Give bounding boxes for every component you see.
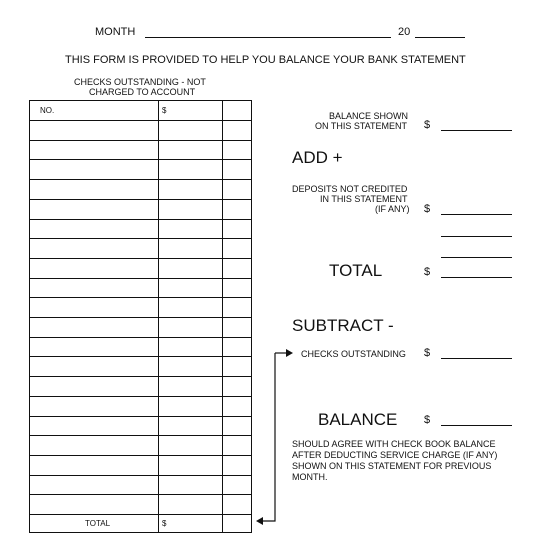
column-header-no: NO. bbox=[40, 106, 55, 115]
balance-shown-line2: ON THIS STATEMENT bbox=[315, 121, 408, 131]
note-line1: SHOULD AGREE WITH CHECK BOOK BALANCE bbox=[292, 439, 496, 449]
table-row[interactable] bbox=[30, 475, 251, 476]
total-field[interactable] bbox=[441, 277, 512, 278]
table-row[interactable] bbox=[30, 435, 251, 436]
balance-field[interactable] bbox=[441, 425, 512, 426]
checks-outstanding-table bbox=[29, 100, 252, 533]
total-currency: $ bbox=[424, 266, 431, 278]
month-field[interactable] bbox=[145, 37, 391, 38]
deposits-line2: IN THIS STATEMENT bbox=[320, 194, 408, 204]
balance-label: BALANCE bbox=[318, 410, 398, 429]
deposits-field-1[interactable] bbox=[441, 214, 512, 215]
month-label: MONTH bbox=[95, 26, 136, 38]
checks-outstanding-field[interactable] bbox=[441, 358, 512, 359]
note-line4: MONTH. bbox=[292, 472, 328, 482]
balance-shown-currency: $ bbox=[424, 119, 431, 131]
table-row[interactable] bbox=[30, 258, 251, 259]
subtract-label: SUBTRACT - bbox=[292, 316, 394, 335]
total-row-label: TOTAL bbox=[85, 519, 111, 528]
total-label: TOTAL bbox=[329, 261, 383, 280]
table-row[interactable] bbox=[30, 179, 251, 180]
deposits-line1: DEPOSITS NOT CREDITED bbox=[292, 184, 408, 194]
table-row[interactable] bbox=[30, 494, 251, 495]
table-row[interactable] bbox=[30, 278, 251, 279]
table-row[interactable] bbox=[30, 356, 251, 357]
table-row[interactable] bbox=[30, 120, 251, 121]
table-row[interactable] bbox=[30, 514, 251, 515]
checks-outstanding-label: CHECKS OUTSTANDING bbox=[301, 349, 406, 359]
note-line3: SHOWN ON THIS STATEMENT FOR PREVIOUS bbox=[292, 461, 492, 471]
balance-shown-field[interactable] bbox=[441, 130, 512, 131]
table-row[interactable] bbox=[30, 238, 251, 239]
table-row[interactable] bbox=[30, 219, 251, 220]
checks-heading-line1: CHECKS OUTSTANDING - NOT bbox=[74, 77, 206, 87]
deposits-line3: (IF ANY) bbox=[375, 204, 410, 214]
table-row[interactable] bbox=[30, 317, 251, 318]
deposits-field-2[interactable] bbox=[441, 236, 512, 237]
table-row[interactable] bbox=[30, 159, 251, 160]
balance-shown-line1: BALANCE SHOWN bbox=[329, 111, 409, 121]
table-row[interactable] bbox=[30, 297, 251, 298]
deposits-field-3[interactable] bbox=[441, 257, 512, 258]
year-label: 20 bbox=[398, 26, 411, 38]
column-header-amount: $ bbox=[162, 106, 167, 115]
deposits-currency: $ bbox=[424, 203, 431, 215]
connector-arrow-icon bbox=[255, 345, 295, 535]
checks-outstanding-currency: $ bbox=[424, 347, 431, 359]
table-row[interactable] bbox=[30, 199, 251, 200]
table-row[interactable] bbox=[30, 140, 251, 141]
table-row[interactable] bbox=[30, 416, 251, 417]
add-label: ADD + bbox=[292, 148, 343, 167]
table-row[interactable] bbox=[30, 376, 251, 377]
table-row[interactable] bbox=[30, 396, 251, 397]
total-row-currency: $ bbox=[162, 519, 167, 528]
table-row[interactable] bbox=[30, 455, 251, 456]
balance-currency: $ bbox=[424, 414, 431, 426]
year-field[interactable] bbox=[415, 37, 465, 38]
checks-heading-line2: CHARGED TO ACCOUNT bbox=[89, 87, 196, 97]
table-row[interactable] bbox=[30, 337, 251, 338]
note-line2: AFTER DEDUCTING SERVICE CHARGE (IF ANY) bbox=[292, 450, 498, 460]
form-subtitle: THIS FORM IS PROVIDED TO HELP YOU BALANCE YOUR BANK STATEMENT bbox=[65, 54, 466, 66]
